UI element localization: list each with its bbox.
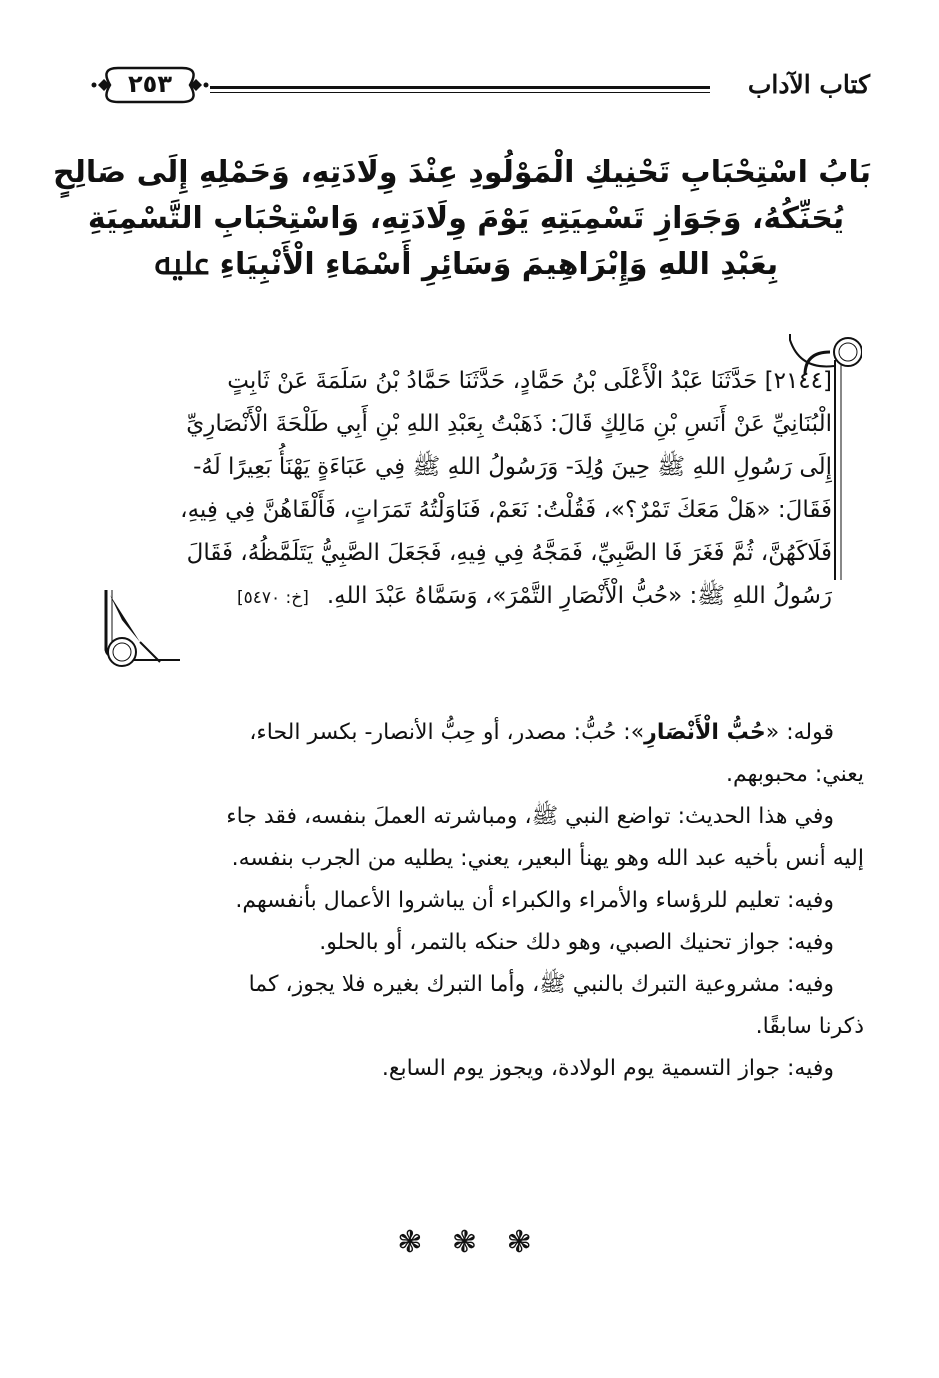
hadith-text [142, 360, 832, 620]
hadith-last-line: رَسُولُ اللهِ ﷺ: «حُبُّ الْأَنْصَارِ التَّمْرَ»، وَسَمَّاهُ عَبْدَ اللهِ. [326, 583, 832, 609]
hadith-line: فَقَالَ: «هَلْ مَعَكَ تَمْرٌ؟»، فَقُلْتُ: نَعَمْ، فَنَاوَلْتُهُ تَمَرَاتٍ، فَأَلْقَاهُنَّ فِي فِيهِ، [180, 497, 832, 523]
header-rule [210, 86, 710, 93]
commentary [74, 712, 864, 1090]
commentary-text: قوله: « [765, 720, 834, 745]
hadith-line: فَلَاكَهُنَّ، ثُمَّ فَغَرَ فَا الصَّبِيِّ، فَمَجَّهُ فِي فِيهِ، فَجَعَلَ الصَّبِيُّ يَتَلَمَّظُهُ، فَقَالَ [186, 540, 832, 566]
commentary-paragraph: وفيه: جواز التسمية يوم الولادة، ويجوز يوم السابع. [381, 1056, 834, 1081]
hadith-line: الْبُنَانِيِّ عَنْ أَنَسِ بْنِ مَالِكٍ قَالَ: ذَهَبْتُ بِعَبْدِ اللهِ بْنِ أَبِي طَلْحَةَ الْأَنْصَارِيِّ [186, 411, 832, 437]
commentary-keyword: حُبُّ الْأَنْصَارِ [644, 720, 766, 745]
page-number-frame [90, 60, 210, 110]
hadith-reference: [خ: ٥٤٧٠] [236, 588, 309, 608]
book-title: كتاب الآداب [747, 70, 870, 99]
commentary-line: يعني: محبوبهم. [725, 762, 864, 787]
commentary-paragraph: وفيه: مشروعية التبرك بالنبي ﷺ، وأما التبرك بغيره فلا يجوز، كما [248, 972, 834, 997]
commentary-paragraph: وفيه: جواز تحنيك الصبي، وهو دلك حنكه بالتمر، أو بالحلو. [319, 930, 834, 955]
hadith-frame [100, 330, 862, 680]
hadith-line: إِلَى رَسُولِ اللهِ ﷺ حِينَ وُلِدَ- وَرَسُولُ اللهِ ﷺ فِي عَبَاءَةٍ يَهْنَأُ بَعِيرًا لَهُ- [193, 454, 832, 480]
commentary-paragraph [74, 712, 864, 754]
chapter-title-line: يُحَنِّكُهُ، وَجَوَازِ تَسْمِيَتِهِ يَوْمَ وِلَادَتِهِ، وَاسْتِحْبَابِ التَّسْمِيَةِ [87, 201, 845, 236]
commentary-line: ذكرنا سابقًا. [755, 1014, 864, 1039]
commentary-text: »: حُبُّ: مصدر، أو حِبُّ الأنصار- بكسر الحاء، [249, 720, 645, 745]
commentary-line: إليه أنس بأخيه عبد الله وهو يهنأ البعير، يعني: يطليه من الجرب بنفسه. [231, 846, 864, 871]
chapter-title-line: بَابُ اسْتِحْبَابِ تَحْنِيكِ الْمَوْلُودِ عِنْدَ وِلَادَتِهِ، وَحَمْلِهِ إِلَى صَالِحٍ [53, 155, 871, 190]
commentary-paragraph: وفي هذا الحديث: تواضع النبي ﷺ، ومباشرته العملَ بنفسه، فقد جاء [226, 804, 834, 829]
commentary-paragraph: وفيه: تعليم للرؤساء والأمراء والكبراء أن يباشروا الأعمال بأنفسهم. [235, 888, 834, 913]
running-header [90, 60, 870, 120]
section-end-ornament-icon: ❃ ❃ ❃ [397, 1225, 542, 1260]
hadith-line [142, 575, 832, 620]
hadith-line: [٢١٤٤] حَدَّثَنَا عَبْدُ الْأَعْلَى بْنُ حَمَّادٍ، حَدَّثَنَا حَمَّادُ بْنُ سَلَمَةَ عَنْ ثَابِتٍ [227, 368, 832, 394]
page-number: ٢٥٣ [128, 70, 172, 98]
chapter-title-line: بِعَبْدِ اللهِ وَإِبْرَاهِيمَ وَسَائِرِ أَسْمَاءِ الْأَنْبِيَاءِ ﷷ [153, 247, 779, 282]
chapter-title [53, 150, 871, 288]
